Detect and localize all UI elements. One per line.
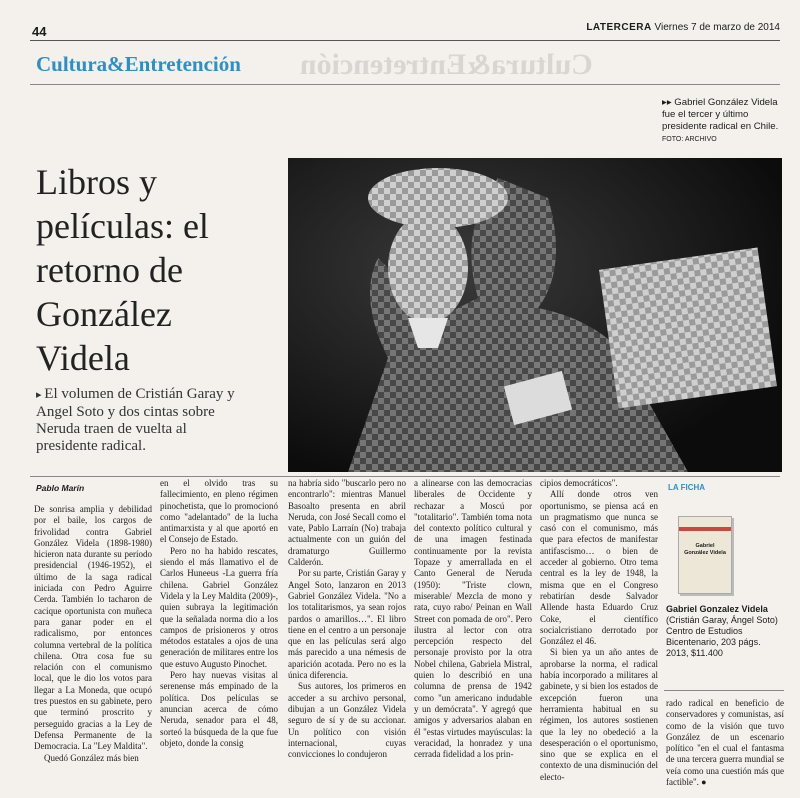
book-details (666, 604, 790, 659)
book-publisher: Bicentenario, 203 págs. (666, 637, 761, 647)
byline: Pablo Marín (36, 483, 85, 493)
page-number: 44 (32, 24, 47, 39)
book-cover (678, 516, 732, 594)
book-title: Gabriel Gonzalez Videla (666, 604, 768, 614)
article-column-3 (288, 478, 406, 760)
paragraph: rado radical en beneficio de conservadores y comunistas, así como de la visión que tuvo González de un escenario político "en el cual el fantasma de una tercera guerra mundial se veía como una cuestión más que factible". ● (666, 698, 784, 788)
deck-line: presidente radical. (36, 438, 146, 454)
paragraph: Si bien ya un año antes de aprobarse la norma, el radical había incorporado a militares al gabinete, y si bien los estados de excepción fueron una herramienta habitual en su régimen, los autores sostienen que la ley no obedeció a la desesperación o el oportunismo, sino que se explica en el contexto de una disminución del electo- (540, 647, 658, 782)
archive-photo (288, 158, 782, 472)
publication-header (586, 22, 780, 33)
headline-line: retorno de (36, 250, 183, 290)
paragraph: Pero hay nuevas visitas al serenense más empinado de la política. Dos películas se anuncian acerca de cómo Neruda, senador para el 48, sorteó la búsqueda de la que fue objeto, donde la consig (160, 670, 278, 748)
paragraph: Sus autores, los primeros en acceder a su archivo personal, dibujan a un González Videla seguro de sí y de su accionar. Un político con visión internacional, cuyas convicciones lo condujeron (288, 681, 406, 760)
article-column-5 (540, 478, 658, 783)
article-column-2 (160, 478, 278, 749)
caption-arrows-icon: ▸▸ (662, 97, 675, 108)
paragraph: De sonrisa amplia y debilidad por el baile, los cargos de frivolidad contra Gabriel González Videla (1898-1980) hicieron nata durante su período presidencial (1946-1952), el último de la saga radical iniciada con Pedro Aguirre Cerda. También lo tacharon de cacique oportunista con muñeca para ganar poder en el radicalismo, por entonces columna vertebral de la política chilena. Otra cosa fue su relación con el comunismo local, que le dio los votos para llegar a La Moneda, que ocupó tres puestos en su gabinete, pero que terminó proscrito y perseguido gracias a la Ley de Defensa Permanente de la Democracia. La "Ley Maldita". (34, 504, 152, 752)
bleed-through-text: Cultura&Entretención (300, 48, 593, 81)
headline (36, 160, 286, 380)
ficha-label: LA FICHA (668, 483, 706, 492)
book-cover-title: Gabriel González Videla (684, 543, 726, 556)
book-cover-band (679, 527, 731, 531)
issue-date: Viernes 7 de marzo de 2014 (654, 22, 780, 33)
paragraph: na habría sido "buscarlo pero no encontrarlo": mientras Manuel Basoalto presenta en abril Neruda, con José Secall como el vate, Pablo Larraín (No) trabaja actualmente con un guión del dramaturgo Guillermo Calderón. (288, 478, 406, 568)
deck-line: El volumen de Cristián Garay y (44, 386, 235, 402)
deck-bullet-icon: ▸ (36, 389, 45, 401)
paragraph: Por su parte, Cristián Garay y Angel Soto, lanzaron en 2013 Gabriel González Videla. "No a los totalitarismos, ya sean rojos pardos o amarillos…". El libro tiene en el centro a un personaje que en las películas será algo más parecido a una némesis de aparición acotada. Pero no es la única diferencia. (288, 568, 406, 681)
paragraph: Allí donde otros ven oportunismo, se piensa acá en un pragmatismo que nunca se casó con el comunismo, más que para efectos de manifestar antifascismo… o bien de acceder al gobierno. Otro tema central es la ley de 1948, la misma que en el Congreso rebatirían desde Salvador Allende hasta Eduardo Cruz Coke, el científico socialcristiano derrotado por González el 46. (540, 489, 658, 647)
book-publisher: Centro de Estudios (666, 626, 743, 636)
photo-credit: FOTO: ARCHIVO (662, 136, 717, 143)
book-price: 2013, $11.400 (666, 648, 723, 658)
article-deck (36, 386, 276, 455)
paragraph: en el olvido tras su fallecimiento, en pleno régimen pinochetista, que lo promocionó como "adelantado" de la lucha antimarxista y al que aportó en el Consejo de Estado. (160, 478, 278, 545)
photo-illustration (288, 158, 782, 472)
paragraph: Quedó González más bien (44, 752, 139, 763)
book-authors: (Cristián Garay, Ángel Soto) (666, 615, 778, 625)
article-column-6 (666, 698, 784, 788)
section-title: Cultura&Entretención (36, 52, 241, 76)
caption-text: Gabriel González Videla fue el tercer y último presidente radical en Chile. (662, 97, 779, 132)
article-column-1 (34, 504, 152, 764)
publication-name: LATERCERA (586, 22, 652, 33)
section-rule (30, 84, 780, 85)
paragraph: Pero no ha habido rescates, siendo el más llamativo el de Carlos Huneeus -La guerra fría chilena. Gabriel González Videla y la Ley Maldita (2009)-, quien subraya la legitimación que la señalada norma dio a los campos de prisioneros y otros métodos estatales a ojos de una generación de militares entre los que estuvo Augusto Pinochet. (160, 545, 278, 669)
top-rule (30, 40, 780, 41)
body-rule (30, 476, 780, 477)
headline-line: González (36, 294, 172, 334)
deck-line: Neruda traen de vuelta al (36, 421, 187, 437)
headline-line: Libros y (36, 162, 157, 202)
photo-caption (662, 97, 792, 146)
ficha-rule (664, 690, 784, 691)
paragraph: cipios democráticos". (540, 478, 618, 488)
headline-line: películas: el (36, 206, 209, 246)
deck-line: Angel Soto y dos cintas sobre (36, 404, 215, 420)
headline-line: Videla (36, 338, 130, 378)
paragraph: a alinearse con las democracias liberales de Occidente y rechazar a Moscú por "totalitario". También toma nota del contexto político cultural y de una imagen festinada continuamente por la revista Topaze y amerrallada en el Canto General de Neruda (1950): "Triste clown, miserable/ Mezcla de mono y rata, cuyo rabo/ Peinan en Wall Street con pomada de oro". Pero ilustra al lector con otra percepción respecto del personaje provisto por la otra Nobel chilena, Gabriela Mistral, quien lo describió en una columna de prensa de 1942 como "un americano indudable y un demócrata". Y agregó que amigos y adversarios alaban en él "estas virtudes mayúsculas: la veracidad, la honradez y una cerrada fidelidad a los prin- (414, 478, 532, 760)
article-column-4 (414, 478, 532, 760)
